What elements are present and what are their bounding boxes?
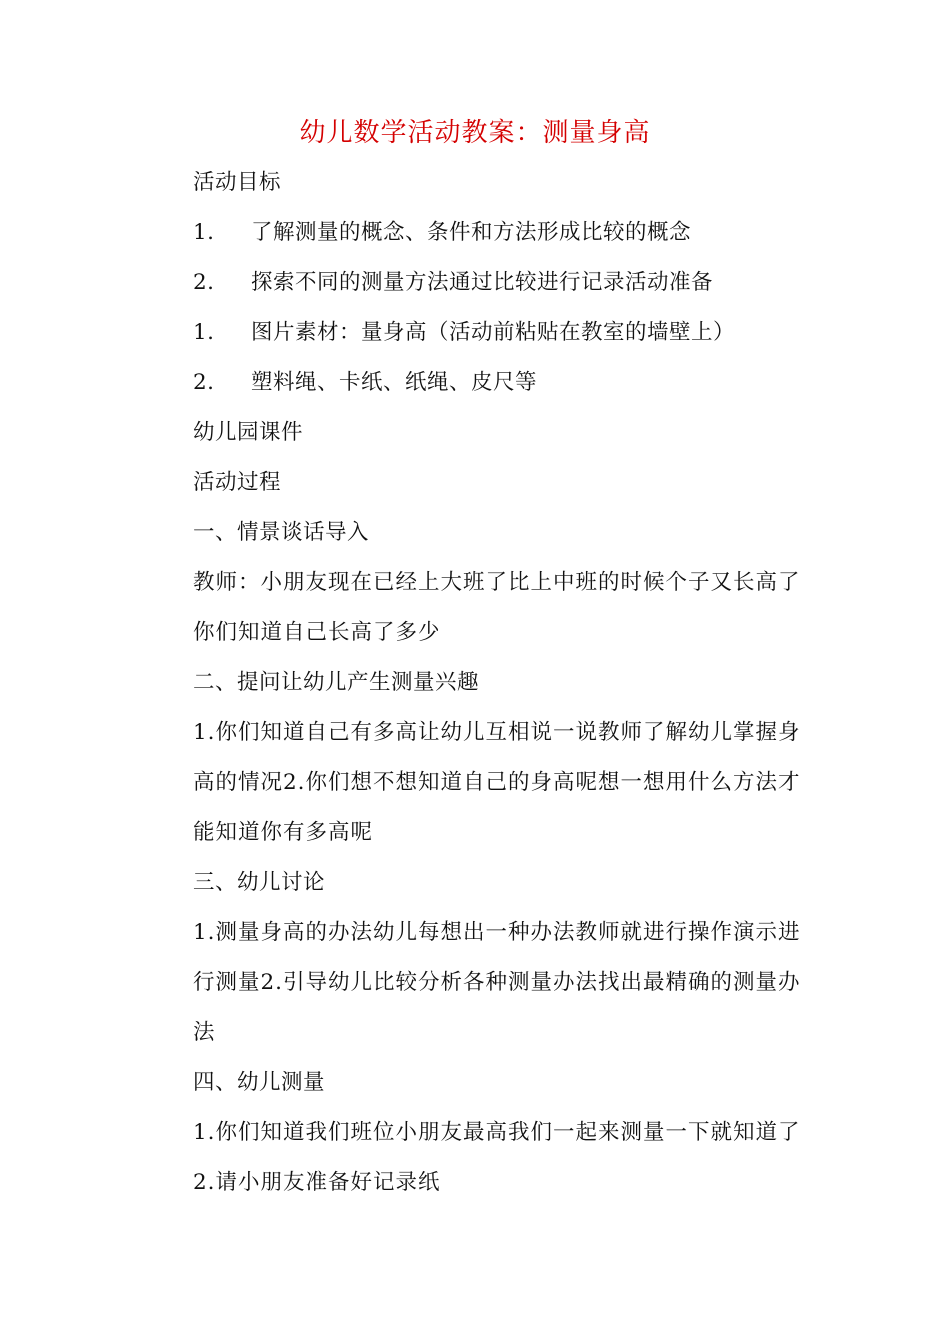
document-title: 幼儿数学活动教案：测量身高 [299, 118, 651, 148]
goal-item-number: 1. [193, 220, 215, 245]
step2-heading: 二、提问让幼儿产生测量兴趣 [193, 670, 480, 695]
step2-paragraph: 1.你们知道自己有多高让幼儿互相说一说教师了解幼儿掌握身高的情况2.你们想不想知道自己的身高呢想一想用什么方法才能知道你有多高呢 [193, 720, 801, 845]
prep-item [193, 308, 833, 358]
goal-item-text: 了解测量的概念、条件和方法形成比较的概念 [251, 220, 692, 245]
step4-paragraph: 1.你们知道我们班位小朋友最高我们一起来测量一下就知道了2.请小朋友准备好记录纸 [193, 1120, 801, 1195]
prep-item-text: 塑料绳、卡纸、纸绳、皮尺等 [251, 370, 538, 395]
goal-item [193, 208, 833, 258]
process-heading: 活动过程 [193, 470, 282, 495]
step1-heading: 一、情景谈话导入 [193, 520, 370, 545]
prep-item-number: 2. [193, 370, 215, 395]
goal-item-text: 探索不同的测量方法通过比较进行记录活动准备 [251, 270, 714, 295]
step3-heading: 三、幼儿讨论 [193, 870, 326, 895]
prep-item [193, 358, 833, 408]
goal-item [193, 258, 833, 308]
step1-paragraph: 教师：小朋友现在已经上大班了比上中班的时候个子又长高了你们知道自己长高了多少 [193, 570, 801, 645]
prep-item-number: 1. [193, 320, 215, 345]
document-body [193, 158, 833, 1208]
step3-paragraph: 1.测量身高的办法幼儿每想出一种办法教师就进行操作演示进行测量2.引导幼儿比较分析各种测量办法找出最精确的测量办法 [193, 920, 801, 1045]
prep-item-text: 图片素材：量身高（活动前粘贴在教室的墙壁上） [251, 320, 736, 345]
goal-heading: 活动目标 [193, 170, 282, 195]
goal-item-number: 2. [193, 270, 215, 295]
courseware-label: 幼儿园课件 [193, 420, 304, 445]
step4-heading: 四、幼儿测量 [193, 1070, 326, 1095]
